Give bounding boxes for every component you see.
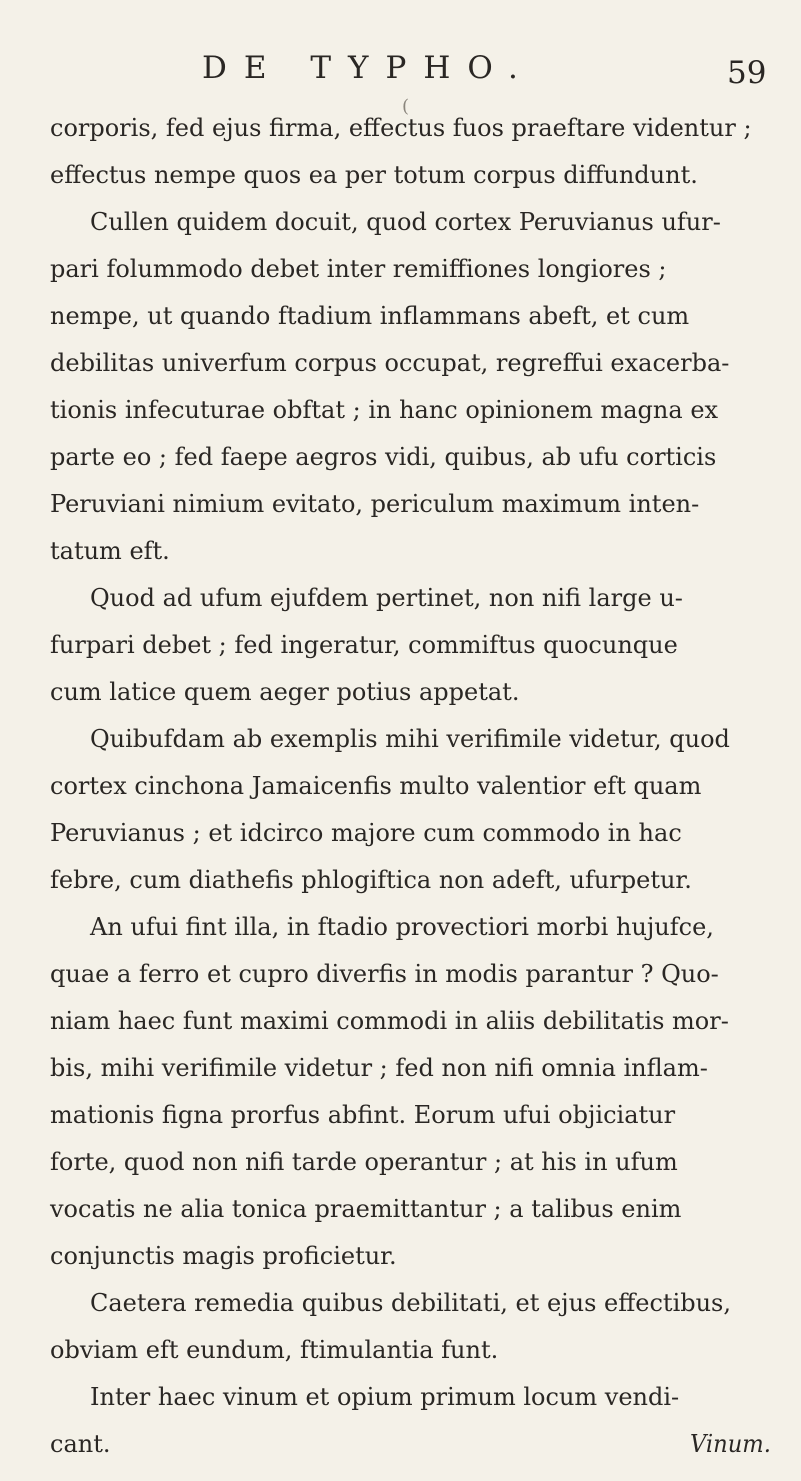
text-line: parte eo ; fed faepe aegros vidi, quibus, ab ufu corticis [50, 443, 717, 471]
text-line: forte, quod non nifi tarde operantur ; at his in ufum [50, 1148, 678, 1176]
text-line: Quod ad ufum ejufdem pertinet, non nifi large u- [90, 584, 683, 612]
text-line: nempe, ut quando ftadium inflammans abeft, et cum [50, 302, 690, 330]
text-line: Quibufdam ab exemplis mihi verifimile videtur, quod [90, 725, 730, 753]
text-line: febre, cum diathefis phlogiftica non adeft, ufurpetur. [50, 866, 692, 894]
text-line: cum latice quem aeger potius appetat. [50, 678, 520, 706]
text-line: quae a ferro et cupro diverfis in modis parantur ? Quo- [50, 960, 719, 988]
text-line: Cullen quidem docuit, quod cortex Peruvianus ufur- [90, 208, 721, 236]
text-line: bis, mihi verifimile videtur ; fed non nifi omnia inflam- [50, 1054, 708, 1082]
catchword: Vinum. [690, 1430, 771, 1458]
text-line: pari folummodo debet inter remiffiones longiores ; [50, 255, 667, 283]
stray-mark: ( [402, 96, 410, 117]
text-line: furpari debet ; fed ingeratur, commiftus quocunque [50, 631, 678, 659]
text-line: Peruviani nimium evitato, periculum maximum inten- [50, 490, 700, 518]
text-line: cortex cinchona Jamaicenfis multo valentior eft quam [50, 772, 702, 800]
text-line: debilitas univerfum corpus occupat, regreffui exacerba- [50, 349, 730, 377]
text-line: effectus nempe quos ea per totum corpus diffundunt. [50, 161, 698, 189]
text-line: Inter haec vinum et opium primum locum vendi- [90, 1383, 680, 1411]
running-title: DE TYPHO. [202, 50, 535, 86]
text-line: An ufui fint illa, in ftadio provectiori morbi hujufce, [90, 913, 714, 941]
text-line: obviam eft eundum, ftimulantia funt. [50, 1336, 499, 1364]
text-line: cant. [50, 1430, 111, 1458]
text-line: tionis infecuturae obftat ; in hanc opinionem magna ex [50, 396, 719, 424]
text-line: vocatis ne alia tonica praemittantur ; a talibus enim [50, 1195, 682, 1223]
text-line: niam haec funt maximi commodi in aliis debilitatis mor- [50, 1007, 729, 1035]
text-line: Peruvianus ; et idcirco majore cum commodo in hac [50, 819, 682, 847]
text-line: tatum eft. [50, 537, 170, 565]
text-line: conjunctis magis proficietur. [50, 1242, 397, 1270]
text-line: Caetera remedia quibus debilitati, et ejus effectibus, [90, 1289, 732, 1317]
catchword-line [0, 1418, 801, 1470]
text-line: mationis figna prorfus abfint. Eorum ufui objiciatur [50, 1101, 676, 1129]
page-number: 59 [727, 55, 767, 91]
text-line: corporis, fed ejus firma, effectus fuos praeftare videntur ; [50, 114, 752, 142]
running-head [0, 50, 801, 100]
